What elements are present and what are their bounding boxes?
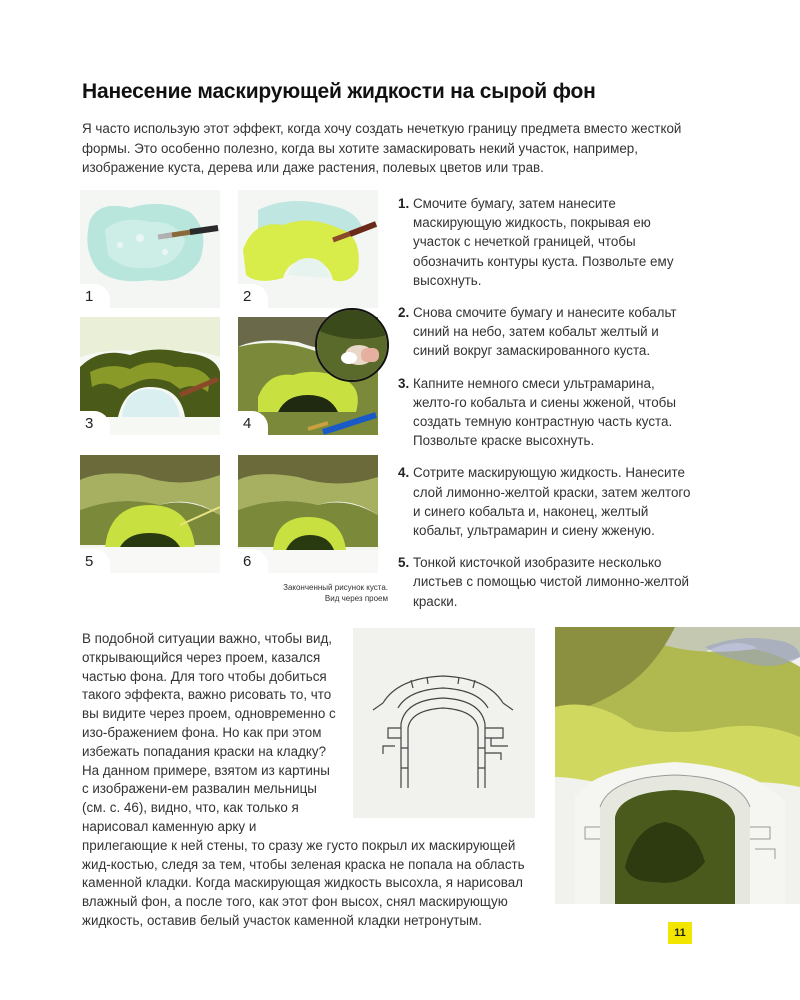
steps-list: [398, 194, 698, 624]
step-item: [398, 463, 698, 540]
step-number: 2.: [398, 305, 410, 321]
step-photo-2: [238, 190, 378, 308]
photo-number: 1: [80, 284, 110, 308]
step-number: 5.: [398, 555, 410, 571]
step-item: [398, 374, 698, 451]
photo-number: 4: [238, 411, 268, 435]
arch-sketch-image: [353, 628, 535, 818]
detail-zoom-inset: [315, 308, 389, 382]
photo-caption: [240, 582, 388, 604]
step-photo-1: [80, 190, 220, 308]
step-item: [398, 303, 698, 361]
step-number: 1.: [398, 196, 410, 211]
finished-painting-image: [555, 627, 800, 904]
step-number: 4.: [398, 465, 410, 481]
step-text: Смочите бумагу, затем нанесите маскирующую жидкость, покрывая ею участок с нечеткой границей, чтобы обозначить контуры куста. Позвольте ему высохнуть.: [413, 196, 674, 288]
step-photo-3: [80, 317, 220, 435]
photo-number: 6: [238, 549, 268, 573]
photo-number: 5: [80, 549, 110, 573]
step-item: [398, 194, 698, 290]
page-title: Нанесение маскирующей жидкости на сырой фон: [82, 80, 596, 103]
photo-number: 2: [238, 284, 268, 308]
step-photo-5: [80, 455, 220, 573]
step-text: Тонкой кисточкой изобразите несколько листьев с помощью чистой лимонно-желтой краски.: [413, 555, 690, 609]
photo-number: 3: [80, 411, 110, 435]
step-text: Сотрите маскирующую жидкость. Нанесите слой лимонно-желтой краски, затем желтого и синего кобальта и, наконец, желтый кобальт, ультрамарин и сиену жженую.: [413, 465, 691, 539]
step-item: [398, 553, 698, 611]
page-number-badge: 11: [668, 922, 692, 944]
step-text: Капните немного смеси ультрамарина, желто-го кобальта и сиены жженой, чтобы создать темную контрастную часть куста. Позвольте краске высохнуть.: [413, 375, 676, 449]
caption-line-1: Законченный рисунок куста.: [283, 583, 388, 592]
caption-line-2: Вид через проем: [324, 594, 388, 603]
body-text: В подобной ситуации важно, чтобы вид, открывающийся через проем, казался частью фона. Для того чтобы добиться такого эффекта, важно рисовать то, что вы видите через проем, одновременно с изо-бражением фона. Но как при этом избежать попадания краски на кладку? На данном примере, взятом из картины с изображени-ем развалин мельницы (см. с. 46), видно, что, как только я нарисовал каменную арку и прилегающие к ней стены, то сразу же густо покрыл их маскирующей жид-костью, следя за тем, чтобы зеленая краска не попала на область каменной кладки. Когда маскирующая жидкость высохла, я нарисовал влажный фон, а после того, как этот фон высох, снял маскирующую жидкость, оставив белый участок каменной кладки нетронутым.: [82, 631, 525, 928]
step-number: 3.: [398, 375, 410, 391]
intro-paragraph: Я часто использую этот эффект, когда хочу создать нечеткую границу предмета вместо жесткой формы. Это особенно полезно, когда вы хотите замаскировать некий участок, например, изображение куста, дерева или даже растения, полевых цветов или трав.: [82, 121, 682, 175]
step-photo-6: [238, 455, 378, 573]
step-text: Снова смочите бумагу и нанесите кобальт синий на небо, затем кобальт желтый и синий вокруг замаскированного куста.: [413, 305, 677, 359]
